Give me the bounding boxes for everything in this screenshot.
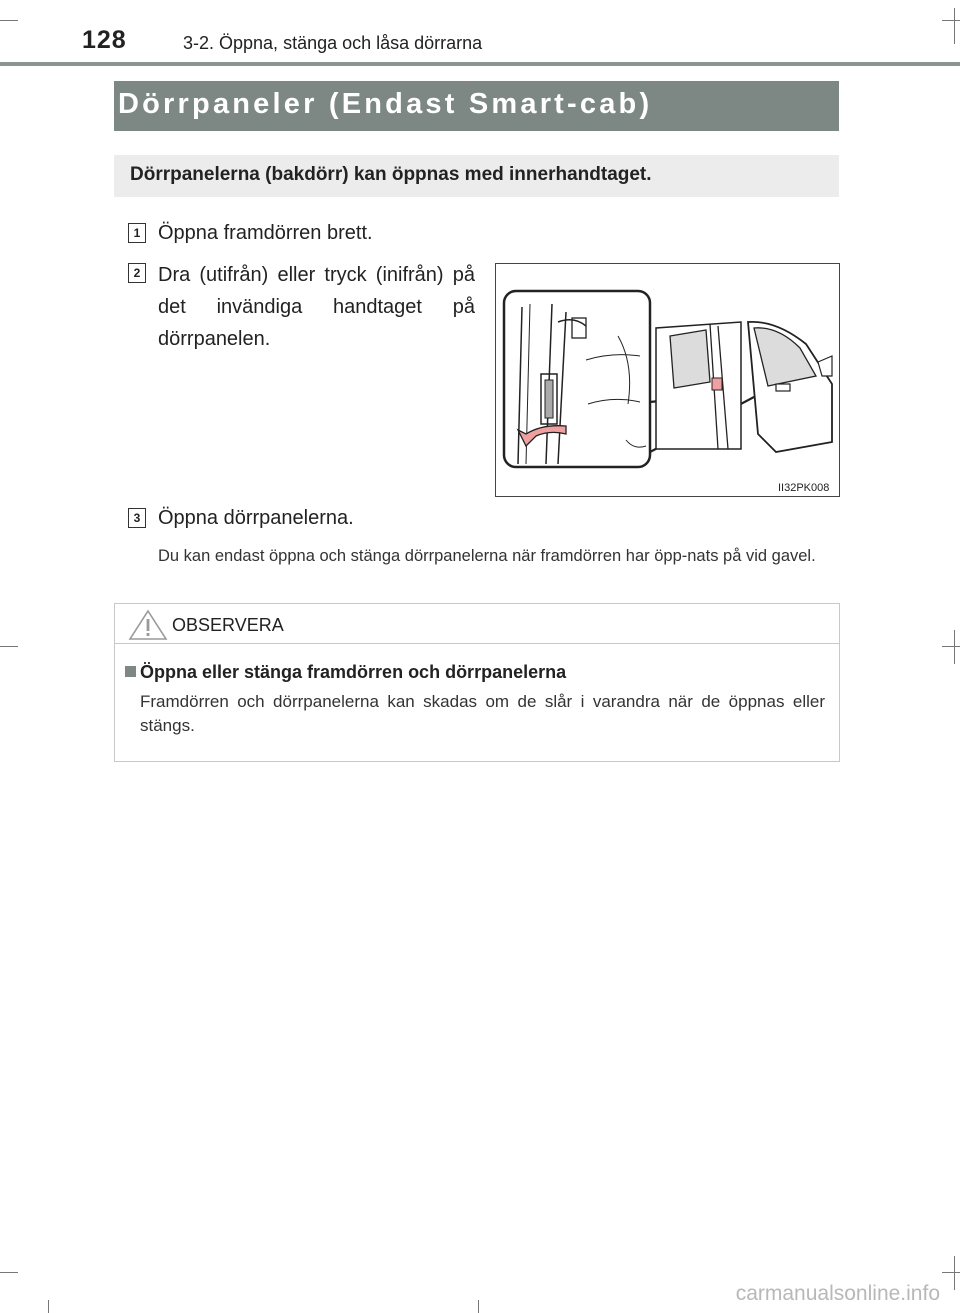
crop-mark [954,1256,955,1290]
step-number-2: 2 [128,263,146,283]
figure-code: II32PK008 [778,482,830,494]
step-3-note: Du kan endast öppna och stänga dörrpanelerna när framdörren har öpp-nats på vid gavel. [158,547,816,565]
crop-mark [942,646,960,647]
door-panel-illustration [495,263,840,497]
bullet-square-icon [125,666,136,677]
notice-divider [114,643,840,644]
crop-mark [942,20,960,21]
crop-mark [0,20,18,21]
crop-mark [954,8,955,44]
summary-text: Dörrpanelerna (bakdörr) kan öppnas med innerhandtaget. [130,164,652,185]
header-rule [0,62,960,66]
step-number-1: 1 [128,223,146,243]
notice-label: OBSERVERA [172,615,284,635]
step-2-text: Dra (utifrån) eller tryck (inifrån) på det invändiga handtaget på dörrpanelen. [158,264,475,350]
crop-mark [0,646,18,647]
door-illustration-svg [496,264,839,496]
page-number: 128 [82,26,127,54]
notice-body: Framdörren och dörrpanelerna kan skadas om de slår i varandra när de öppnas eller stängs. [140,692,825,735]
crop-mark [942,1272,960,1273]
crop-mark [478,1300,479,1313]
watermark: carmanualsonline.info [735,1282,940,1305]
step-number-3: 3 [128,508,146,528]
crop-mark [48,1300,49,1313]
step-1-text: Öppna framdörren brett. [158,222,373,244]
warning-triangle-icon [128,609,168,646]
section-title: Dörrpaneler (Endast Smart-cab) [118,88,653,120]
header-section-title: 3-2. Öppna, stänga och låsa dörrarna [183,33,483,53]
notice-heading: Öppna eller stänga framdörren och dörrpanelerna [140,662,567,682]
step-3-text: Öppna dörrpanelerna. [158,507,354,529]
crop-mark [0,1272,18,1273]
crop-mark [954,630,955,664]
